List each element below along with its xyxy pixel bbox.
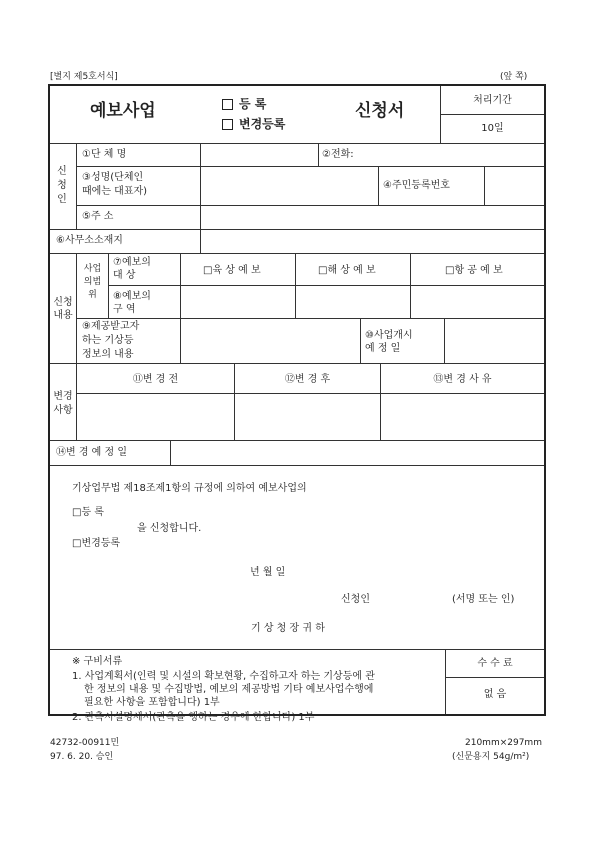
applicant-section-label: 신 청 인 bbox=[57, 166, 67, 205]
statement-opt-change[interactable]: □변경등록 bbox=[72, 538, 121, 549]
change-reason-field[interactable] bbox=[382, 395, 542, 438]
phone-field[interactable] bbox=[358, 145, 542, 164]
title-main: 예보사업 bbox=[90, 101, 156, 121]
org-name-label: ①단 체 명 bbox=[82, 149, 127, 160]
start-label-1: ⑩사업개시 bbox=[365, 330, 413, 341]
document-item-2: 2. 관측시설명세서(관측을 행하는 경우에 한합니다) 1부 bbox=[72, 712, 315, 723]
start-date-field[interactable] bbox=[446, 320, 542, 361]
name-label-1: ③성명(단체인 bbox=[82, 172, 144, 183]
register-checkbox[interactable] bbox=[222, 99, 233, 110]
document-item-1-line-1: 1. 사업계획서(인력 및 시설의 확보현황, 수집하고자 하는 기상등에 관 bbox=[72, 671, 375, 682]
document-item-1-line-2: 한 정보의 내용 및 수집방법, 예보의 제공방법 기타 예보사업수행에 bbox=[84, 684, 374, 695]
target-label-2: 대 상 bbox=[113, 270, 136, 281]
area-label-2: 구 역 bbox=[113, 304, 136, 315]
change-before-label: ⑪변 경 전 bbox=[132, 374, 179, 385]
area-label-1: ⑧예보의 bbox=[113, 291, 151, 302]
option-register[interactable]: 등 록 bbox=[222, 98, 266, 110]
scope-label: 사업 의범 위 bbox=[83, 264, 102, 300]
sign-or-seal-label: (서명 또는 인) bbox=[452, 594, 515, 605]
form-id: [별지 제5호서식] bbox=[50, 72, 118, 82]
resident-no-label: ④주민등록번호 bbox=[383, 180, 450, 191]
footer-approval: 97. 6. 20. 승인 bbox=[50, 752, 114, 762]
change-after-field[interactable] bbox=[236, 395, 378, 438]
address-label: ⑤주 소 bbox=[82, 211, 114, 222]
start-label-2: 예 정 일 bbox=[365, 343, 401, 354]
name-field[interactable] bbox=[202, 168, 376, 203]
office-location-field[interactable] bbox=[202, 231, 542, 251]
change-section-label: 변경 사항 bbox=[53, 391, 73, 416]
statement-line: 기상업무법 제18조제1항의 규정에 의하여 예보사업의 bbox=[72, 483, 307, 494]
fee-label: 수 수 료 bbox=[477, 658, 513, 669]
addressee: 기 상 청 장 귀 하 bbox=[251, 623, 325, 634]
applicant-sign-label: 신청인 bbox=[341, 594, 370, 605]
planned-date-field[interactable] bbox=[172, 442, 542, 463]
application-section-label: 신청 내용 bbox=[53, 297, 73, 321]
option-change[interactable]: 변경등록 bbox=[222, 118, 285, 130]
change-checkbox[interactable] bbox=[222, 119, 233, 130]
title-suffix: 신청서 bbox=[355, 101, 405, 121]
footer-code: 42732-00911민 bbox=[50, 738, 120, 748]
statement-apply-text: 을 신청합니다. bbox=[137, 523, 202, 534]
footer-size: 210mm×297mm bbox=[465, 738, 542, 748]
change-after-label: ⑫변 경 후 bbox=[284, 374, 331, 385]
planned-date-label: ⑭변 경 예 정 일 bbox=[56, 447, 128, 458]
info-label-1: ⑨제공받고자 bbox=[82, 321, 140, 332]
page-side: (앞 쪽) bbox=[500, 72, 528, 82]
documents-heading: ※ 구비서류 bbox=[72, 656, 123, 667]
processing-period-value: 10일 bbox=[481, 123, 504, 134]
info-label-3: 정보의 내용 bbox=[82, 349, 134, 360]
date-line: 년 월 일 bbox=[250, 567, 286, 578]
change-before-field[interactable] bbox=[78, 395, 232, 438]
change-reason-label: ⑬변 경 사 유 bbox=[433, 374, 492, 385]
address-field[interactable] bbox=[202, 207, 542, 227]
info-label-2: 하는 기상등 bbox=[82, 335, 134, 346]
processing-period-label: 처리기간 bbox=[473, 95, 512, 106]
office-location-label: ⑥사무소소재지 bbox=[56, 235, 123, 246]
footer-paper: (신문용지 54g/m²) bbox=[452, 752, 530, 762]
fee-value: 없 음 bbox=[483, 689, 507, 700]
info-content-field[interactable] bbox=[182, 320, 358, 361]
statement-opt-register[interactable]: □등 록 bbox=[72, 507, 104, 518]
document-item-1-line-3: 필요한 사항을 포함합니다) 1부 bbox=[84, 697, 220, 708]
option-land-forecast[interactable]: □육 상 예 보 bbox=[203, 265, 261, 276]
option-marine-forecast[interactable]: □해 상 예 보 bbox=[318, 265, 376, 276]
name-label-2: 때에는 대표자) bbox=[82, 186, 148, 197]
forecast-area-field[interactable] bbox=[182, 287, 542, 316]
resident-no-field[interactable] bbox=[486, 168, 542, 203]
phone-label: ②전화: bbox=[322, 149, 354, 160]
target-label-1: ⑦예보의 bbox=[113, 257, 151, 268]
option-aviation-forecast[interactable]: □항 공 예 보 bbox=[445, 265, 503, 276]
org-name-field[interactable] bbox=[202, 145, 316, 164]
